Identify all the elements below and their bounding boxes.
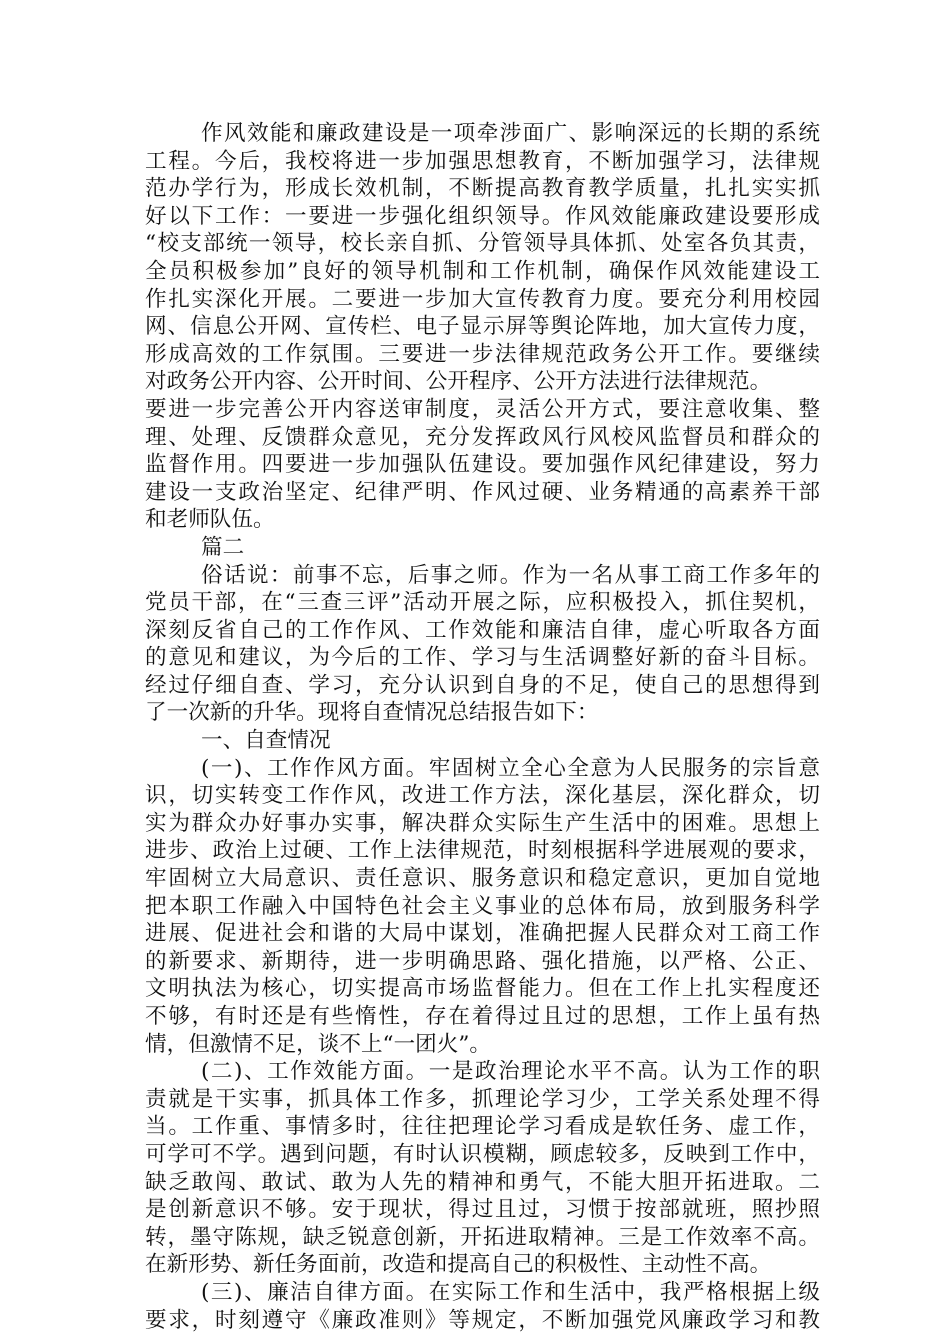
text-line: 深刻反省自己的工作作风、工作效能和廉洁自律，虚心听取各方面: [145, 617, 820, 643]
heading-text: 篇二: [201, 534, 245, 560]
text-line: 进展、促进社会和谐的大局中谋划，准确把握人民群众对工商工作: [145, 921, 820, 947]
text-line: 可学可不学。遇到问题，有时认识模糊，顾虑较多，反映到工作中，: [145, 1141, 820, 1167]
text-line: 的意见和建议，为今后的工作、学习与生活调整好新的奋斗目标。: [145, 645, 820, 671]
text-line: 的新要求、新期待，进一步明确思路、强化措施，以严格、公正、: [145, 948, 820, 974]
text-line: 责就是干实事，抓具体工作多，抓理论学习少，工学关系处理不得: [145, 1086, 820, 1112]
heading-text: 一、自查情况: [201, 728, 331, 754]
text-line: 俗话说：前事不忘，后事之师。作为一名从事工商工作多年的: [201, 562, 820, 588]
text-line: (一)、工作作风方面。牢固树立全心全意为人民服务的宗旨意: [201, 755, 820, 781]
text-line: 网、信息公开网、宣传栏、电子显示屏等舆论阵地，加大宣传力度，: [145, 314, 820, 340]
text-line: 经过仔细自查、学习，充分认识到自身的不足，使自己的思想得到: [145, 672, 820, 698]
text-line: 好以下工作：一要进一步强化组织领导。作风效能廉政建设要形成: [145, 203, 820, 229]
text-line: 牢固树立大局意识、责任意识、服务意识和稳定意识，更加自觉地: [145, 866, 820, 892]
text-line: 对政务公开内容、公开时间、公开程序、公开方法进行法律规范。: [145, 369, 772, 395]
document-page: [145, 120, 820, 1334]
paragraph: [145, 755, 820, 1059]
text-line: 要求，时刻遵守《廉政准则》等规定，不断加强党风廉政学习和教: [145, 1307, 820, 1333]
text-line: 党员干部，在“三查三评”活动开展之际，应积极投入，抓住契机，: [145, 590, 820, 616]
text-line: 要进一步完善公开内容送审制度，灵活公开方式，要注意收集、整: [145, 396, 820, 422]
text-line: 和老师队伍。: [145, 507, 275, 533]
text-line: 把本职工作融入中国特色社会主义事业的总体布局，放到服务科学: [145, 893, 820, 919]
text-line: 进步、政治上过硬、工作上法律规范，时刻根据科学进展观的要求，: [145, 838, 820, 864]
text-line: 在新形势、新任务面前，改造和提高自己的积极性、主动性不高。: [145, 1252, 772, 1278]
paragraph: [145, 562, 820, 728]
text-line: 监督作用。四要进一步加强队伍建设。要加强作风纪律建设，努力: [145, 452, 820, 478]
text-line: 不够，有时还是有些惰性，存在着得过且过的思想，工作上虽有热: [145, 1004, 820, 1029]
text-line: 作风效能和廉政建设是一项牵涉面广、影响深远的长期的系统: [201, 121, 820, 146]
text-line: 作扎实深化开展。二要进一步加大宣传教育力度。要充分利用校园: [145, 286, 820, 312]
paragraph: [145, 120, 820, 534]
text-line: 转，墨守陈规，缺乏锐意创新，开拓进取精神。三是工作效率不高。: [145, 1224, 820, 1250]
text-line: 当。工作重、事情多时，往往把理论学习看成是软任务、虚工作，: [145, 1114, 820, 1140]
text-line: 情，但激情不足，谈不上“一团火”。: [145, 1031, 491, 1057]
paragraph: [145, 1058, 820, 1279]
text-line: 识，切实转变工作作风，改进工作方法，深化基层，深化群众，切: [145, 783, 820, 809]
text-line: “校支部统一领导，校长亲自抓、分管领导具体抓、处室各负其责，: [145, 231, 820, 257]
text-line: 了一次新的升华。现将自查情况总结报告如下：: [145, 700, 599, 726]
text-line: 工程。今后，我校将进一步加强思想教育，不断加强学习，法律规: [145, 148, 820, 174]
text-line: 形成高效的工作氛围。三要进一步法律规范政务公开工作。要继续: [145, 341, 820, 367]
text-line: 范办学行为，形成长效机制，不断提高教育教学质量，扎扎实实抓: [145, 176, 820, 202]
text-line: 全员积极参加”良好的领导机制和工作机制，确保作风效能建设工: [145, 258, 820, 284]
paragraph: [145, 1279, 820, 1334]
text-line: 缺乏敢闯、敢试、敢为人先的精神和勇气，不能大胆开拓进取。二: [145, 1169, 820, 1195]
text-line: (三)、廉洁自律方面。在实际工作和生活中，我严格根据上级: [201, 1279, 820, 1305]
section-heading: [145, 534, 820, 562]
section-heading: [145, 727, 820, 755]
text-line: 实为群众办好事办实事，解决群众实际生产生活中的困难。思想上: [145, 810, 820, 836]
text-line: 文明执法为核心，切实提高市场监督能力。但在工作上扎实程度还: [145, 976, 820, 1002]
text-line: 是创新意识不够。安于现状，得过且过，习惯于按部就班，照抄照: [145, 1197, 820, 1223]
text-line: 理、处理、反馈群众意见，充分发挥政风行风校风监督员和群众的: [145, 424, 820, 450]
text-line: 建设一支政治坚定、纪律严明、作风过硬、业务精通的高素养干部: [145, 479, 820, 505]
text-line: (二)、工作效能方面。一是政治理论水平不高。认为工作的职: [201, 1059, 820, 1085]
